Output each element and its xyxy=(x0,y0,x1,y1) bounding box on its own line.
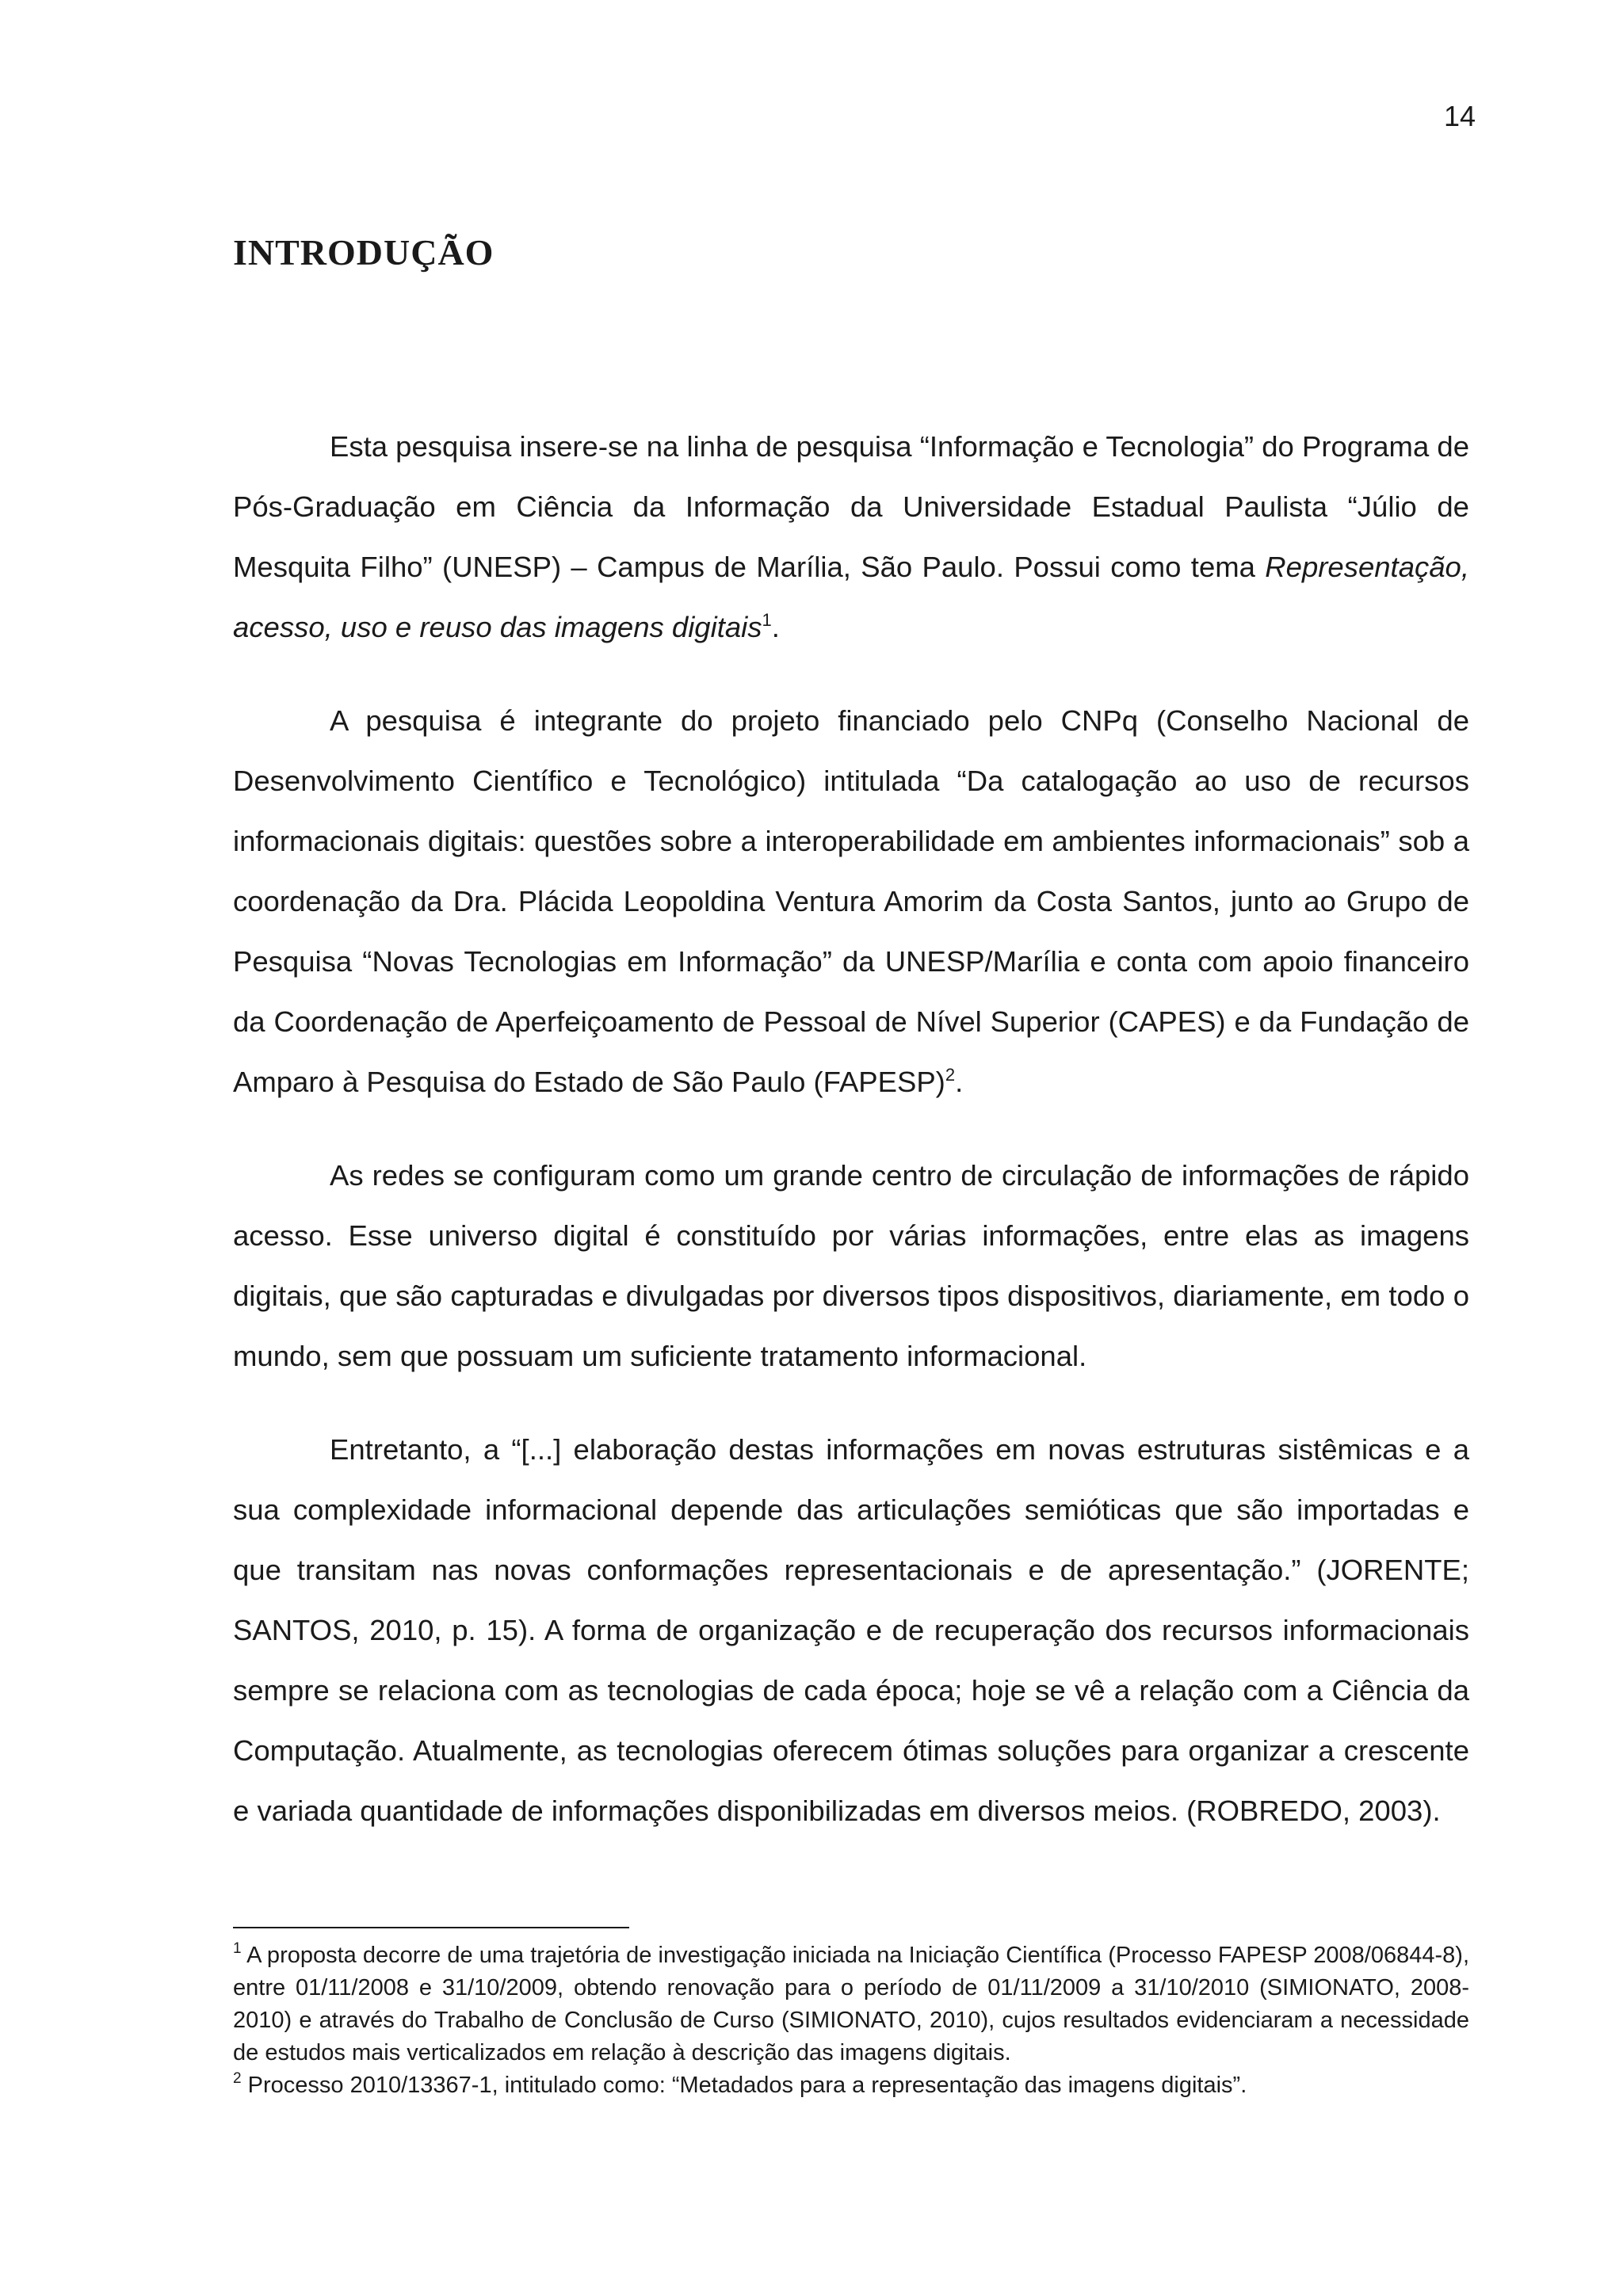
body-text xyxy=(233,417,1469,1841)
footnotes xyxy=(233,1939,1469,2102)
paragraph-1-text: Esta pesquisa insere-se na linha de pesquisa “Informação e Tecnologia” do Programa de Pós-Graduação em Ciência da Informação da Universidade Estadual Paulista “Júlio de Mesquita Filho” (UNESP) – Campus de Marília, São Paulo. Possui como tema xyxy=(233,430,1469,583)
paragraph-2-end: . xyxy=(955,1066,964,1098)
page-number: 14 xyxy=(1443,100,1476,132)
paragraph-4 xyxy=(233,1420,1469,1841)
footnote-separator xyxy=(233,1927,629,1928)
paragraph-1-theme: Representação, acesso, uso e reuso das imagens digitais xyxy=(233,551,1469,643)
footnote-1 xyxy=(233,1939,1469,2069)
paragraph-3-text: As redes se configuram como um grande centro de circulação de informações de rápido acesso. Esse universo digital é constituído por várias informações, entre elas as imagens digitais, que são capturadas e divulgadas por diversos tipos dispositivos, diariamente, em todo o mundo, sem que possuam um suficiente tratamento informacional. xyxy=(233,1159,1469,1372)
footnote-2-number: 2 xyxy=(233,2070,242,2087)
footnote-1-text: A proposta decorre de uma trajetória de investigação iniciada na Iniciação Científica (Processo FAPESP 2008/06844-8), entre 01/11/2008 e 31/10/2009, obtendo renovação para o período de 01/11/2009 a 31/10/2010 (SIMIONATO, 2008-2010) e através do Trabalho de Conclusão de Curso (SIMIONATO, 2010), cujos resultados evidenciaram a necessidade de estudos mais verticalizados em relação à descrição das imagens digitais. xyxy=(233,1943,1469,2065)
paragraph-3 xyxy=(233,1146,1469,1386)
chapter-title: INTRODUÇÃO xyxy=(233,232,495,273)
footnote-2 xyxy=(233,2069,1469,2102)
paragraph-1-end: . xyxy=(771,611,780,643)
paragraph-2 xyxy=(233,691,1469,1112)
footnote-2-text: Processo 2010/13367-1, intitulado como: “Metadados para a representação das imagens digitais”. xyxy=(241,2073,1247,2098)
paragraph-1 xyxy=(233,417,1469,658)
footnote-1-number: 1 xyxy=(233,1940,242,1957)
paragraph-4-text: Entretanto, a “[...] elaboração destas informações em novas estruturas sistêmicas e a sua complexidade informacional depende das articulações semióticas que são importadas e que transitam nas novas conformações representacionais e de apresentação.” (JORENTE; SANTOS, 2010, p. 15). A forma de organização e de recuperação dos recursos informacionais sempre se relaciona com as tecnologias de cada época; hoje se vê a relação com a Ciência da Computação. Atualmente, as tecnologias oferecem ótimas soluções para organizar a crescente e variada quantidade de informações disponibilizadas em diversos meios. (ROBREDO, 2003). xyxy=(233,1433,1469,1827)
footnote-ref-1[interactable]: 1 xyxy=(762,610,772,630)
footnote-ref-2[interactable]: 2 xyxy=(945,1065,956,1085)
paragraph-2-text: A pesquisa é integrante do projeto financiado pelo CNPq (Conselho Nacional de Desenvolvimento Científico e Tecnológico) intitulada “Da catalogação ao uso de recursos informacionais digitais: questões sobre a interoperabilidade em ambientes informacionais” sob a coordenação da Dra. Plácida Leopoldina Ventura Amorim da Costa Santos, junto ao Grupo de Pesquisa “Novas Tecnologias em Informação” da UNESP/Marília e conta com apoio financeiro da Coordenação de Aperfeiçoamento de Pessoal de Nível Superior (CAPES) e da Fundação de Amparo à Pesquisa do Estado de São Paulo (FAPESP) xyxy=(233,704,1469,1098)
